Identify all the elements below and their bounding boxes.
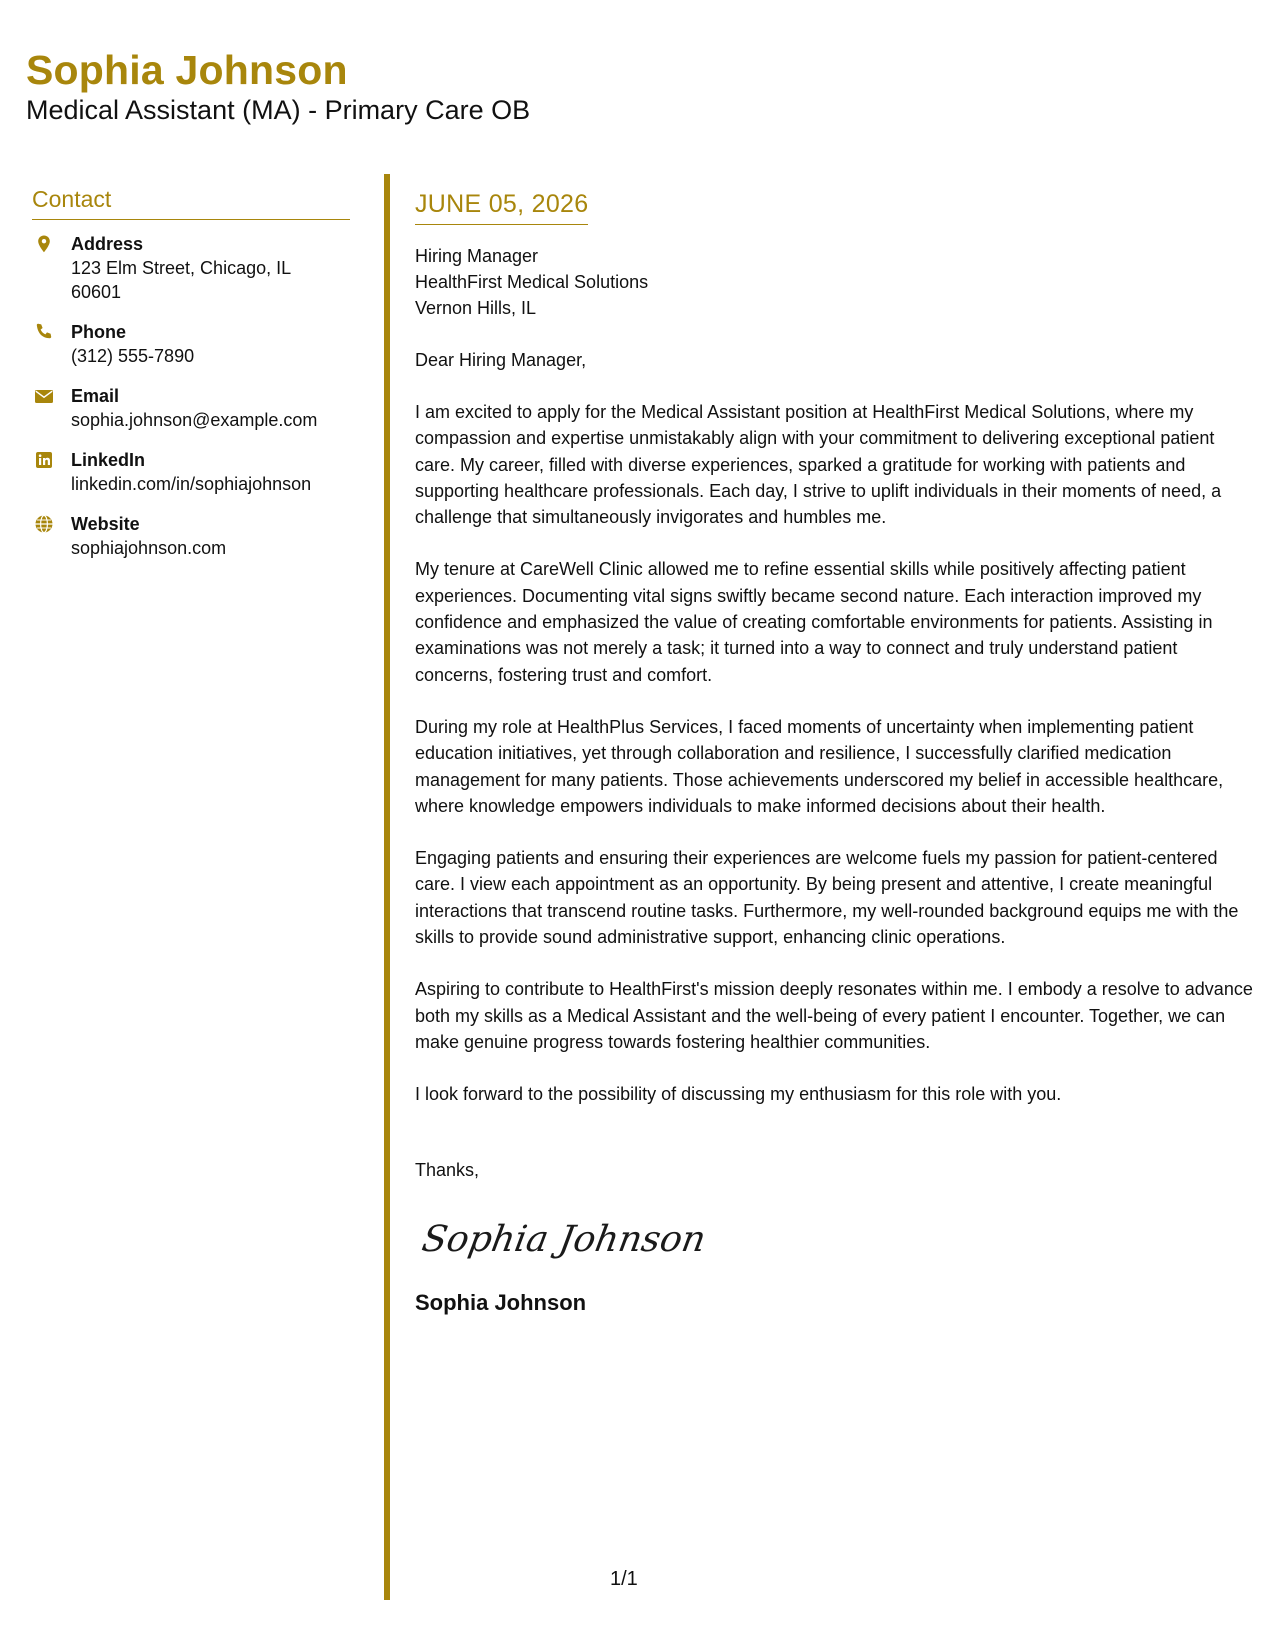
letter-paragraphs [415, 399, 1255, 1108]
contact-item-website [32, 512, 350, 560]
recipient-title: Hiring Manager [415, 246, 539, 266]
applicant-name: Sophia Johnson [26, 47, 348, 93]
handwritten-signature [418, 1203, 710, 1273]
linkedin-value[interactable]: linkedin.com/in/sophiajohnson [71, 474, 312, 494]
phone-value[interactable]: (312) 555-7890 [71, 346, 195, 366]
salutation: Dear Hiring Manager, [415, 350, 587, 370]
vertical-divider [384, 174, 390, 1600]
closing: Thanks, [415, 1159, 480, 1180]
phone-icon [34, 322, 54, 342]
contact-sidebar [32, 186, 350, 576]
signature-text: Sophia Johnson [418, 1216, 710, 1260]
recipient-company: HealthFirst Medical Solutions [415, 272, 649, 292]
linkedin-label: LinkedIn [71, 450, 146, 470]
address-label: Address [71, 234, 144, 254]
envelope-icon [34, 386, 54, 406]
linkedin-icon [34, 450, 54, 470]
paragraph: I look forward to the possibility of discussing my enthusiasm for this role with you. [415, 1084, 1062, 1105]
paragraph: During my role at HealthPlus Services, I faced moments of uncertainty when implementing patient education initiatives, yet through collaboration and resilience, I successfully clarified medication management for many patients. Those achievements underscored my belief in accessible healthcare, where knowledge empowers individuals to make informed decisions about their health. [415, 716, 1224, 816]
email-value[interactable]: sophia.johnson@example.com [71, 410, 318, 430]
website-label: Website [71, 514, 140, 534]
contact-item-phone [32, 320, 350, 368]
letter-header [26, 48, 530, 126]
letter-date: JUNE 05, 2026 [415, 190, 588, 225]
contact-list [32, 232, 350, 560]
contact-heading: Contact [32, 186, 350, 220]
website-value[interactable]: sophiajohnson.com [71, 538, 227, 558]
address-value: 123 Elm Street, Chicago, IL 60601 [71, 258, 291, 302]
contact-item-email [32, 384, 350, 432]
globe-icon [34, 514, 54, 534]
map-pin-icon [34, 234, 54, 254]
paragraph: Engaging patients and ensuring their experiences are welcome fuels my passion for patient-centered care. I view each appointment as an opportunity. By being present and attentive, I create meaningful interactions that transcend routine tasks. Furthermore, my well-rounded background equips me with the skills to provide sound administrative support, enhancing clinic operations. [415, 848, 1239, 948]
contact-item-address [32, 232, 350, 304]
email-label: Email [71, 386, 120, 406]
page-number: 1/1 [610, 1568, 638, 1590]
paragraph: I am excited to apply for the Medical Assistant position at HealthFirst Medical Solutions, where my compassion and expertise unmistakably align with your commitment to delivering exceptional patient care. My career, filled with diverse experiences, sparked a gratitude for working with patients and supporting healthcare professionals. Each day, I strive to uplift individuals in their moments of need, a challenge that simultaneously invigorates and humbles me. [415, 402, 1222, 528]
letter-body [415, 190, 1255, 1316]
paragraph: My tenure at CareWell Clinic allowed me to refine essential skills while positively affecting patient experiences. Documenting vital signs swiftly became second nature. Each interaction improved my confidence and emphasized the value of creating comfortable environments for patients. Assisting in examinations was not merely a task; it turned into a way to connect and truly understand patient concerns, fostering trust and comfort. [415, 559, 1213, 685]
recipient-block [415, 243, 1255, 321]
phone-label: Phone [71, 322, 127, 342]
contact-item-linkedin [32, 448, 350, 496]
recipient-location: Vernon Hills, IL [415, 298, 537, 318]
applicant-role: Medical Assistant (MA) - Primary Care OB [26, 95, 531, 126]
signer-name: Sophia Johnson [415, 1289, 587, 1315]
paragraph: Aspiring to contribute to HealthFirst's mission deeply resonates within me. I embody a resolve to advance both my skills as a Medical Assistant and the well-being of every patient I encounter. Together, we can make genuine progress towards fostering healthier communities. [415, 979, 1253, 1052]
